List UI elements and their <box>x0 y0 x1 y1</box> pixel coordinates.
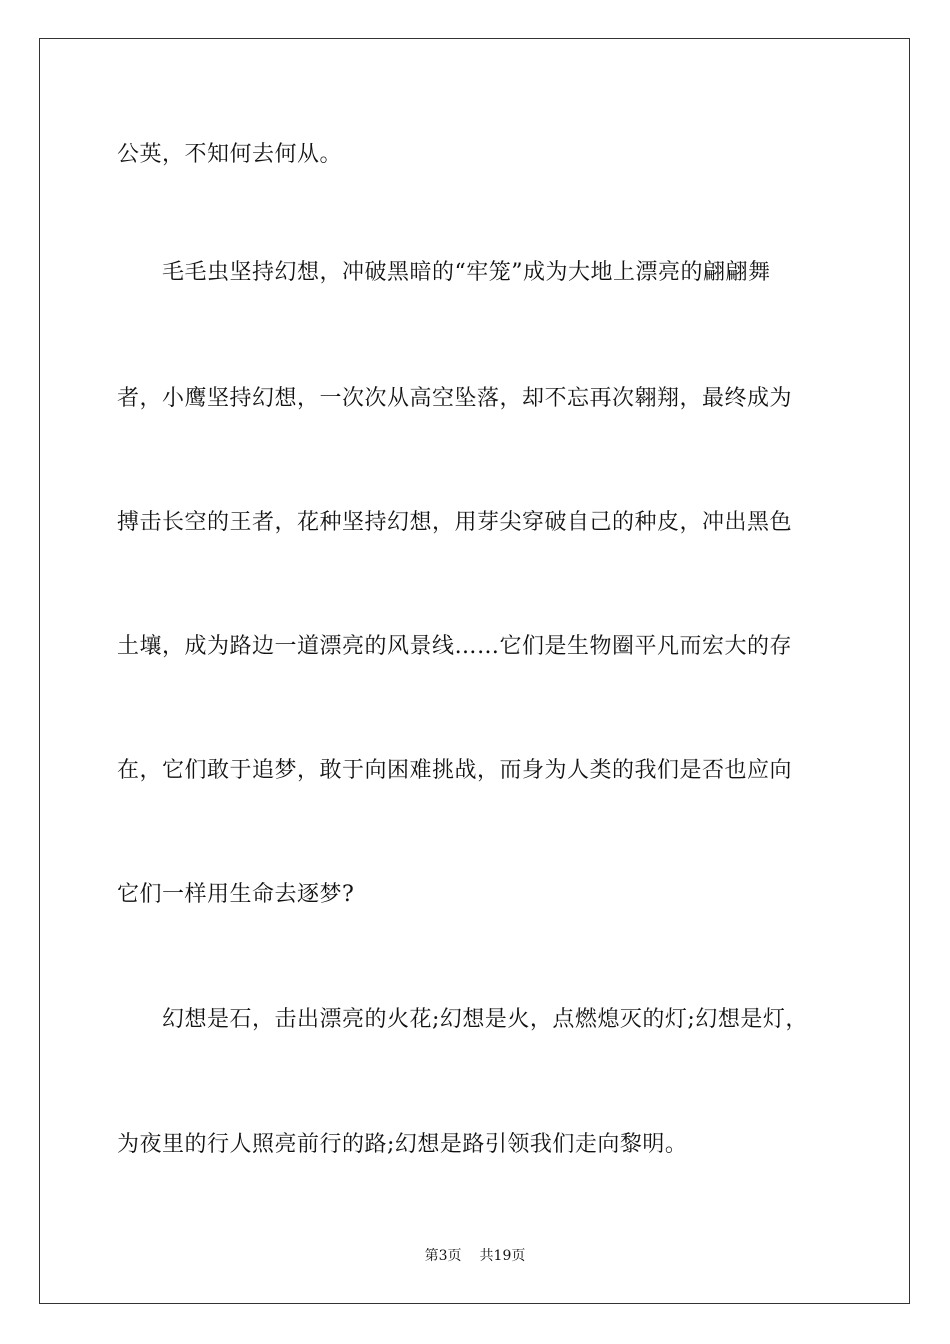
page-total: 共19页 <box>479 1248 526 1264</box>
body-text-line: 毛毛虫坚持幻想，冲破黑暗的“牢笼”成为大地上漂亮的翩翩舞 <box>117 260 771 285</box>
body-text-line: 幻想是石，击出漂亮的火花;幻想是火，点燃熄灭的灯;幻想是灯， <box>117 1007 808 1032</box>
page-frame <box>39 38 910 1304</box>
page-number: 第3页 <box>424 1248 462 1264</box>
body-text-line: 它们一样用生命去逐梦? <box>117 882 355 907</box>
page-footer <box>0 1246 950 1266</box>
body-text-line: 土壤，成为路边一道漂亮的风景线……它们是生物圈平凡而宏大的存 <box>117 634 793 659</box>
body-text-line: 者，小鹰坚持幻想，一次次从高空坠落，却不忘再次翱翔，最终成为 <box>117 386 793 411</box>
body-text-line: 公英，不知何去何从。 <box>117 142 343 167</box>
body-text-line: 搏击长空的王者，花种坚持幻想，用芽尖穿破自己的种皮，冲出黑色 <box>117 510 793 535</box>
body-text-line: 在，它们敢于追梦，敢于向困难挑战，而身为人类的我们是否也应向 <box>117 758 793 783</box>
body-text-line: 为夜里的行人照亮前行的路;幻想是路引领我们走向黎明。 <box>117 1132 688 1157</box>
